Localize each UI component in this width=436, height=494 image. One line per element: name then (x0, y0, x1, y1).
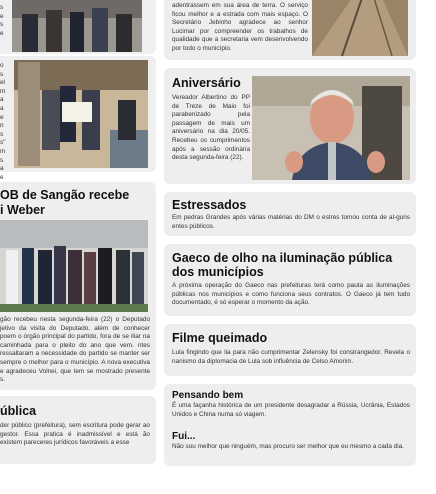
fragment: s (0, 21, 4, 29)
estressados-body: Em pedras Grandes após várias matérias do DM o estres tomou conta de al-guns entes públicos. (172, 214, 410, 230)
fragment: s (0, 4, 4, 11)
sangao-card (0, 182, 156, 390)
top-right-card (164, 0, 416, 60)
publica-card (0, 396, 156, 464)
fragment: m (0, 87, 6, 95)
fui-title: Fui... (172, 431, 196, 442)
fragment: m (0, 147, 6, 155)
fragment: s (0, 156, 4, 164)
aniversario-body: Vereador Albertino do PP de Treze de Maio foi parabenizado pela passagem de mais um aniversário na dia 20/05. Recebeu os cumprimentos após a sessão ordinária desta segunda-feira (22). (172, 94, 250, 162)
photo-group-top-drawing (12, 0, 142, 52)
pensando-title: Pensando bem (172, 390, 244, 401)
gaeco-title: Gaeco de olho na iluminação pública dos municípios (172, 251, 393, 279)
fragment: s (0, 70, 4, 78)
photo-certificate-drawing (14, 60, 148, 168)
top-left-card (0, 0, 156, 54)
pensando-card (164, 384, 416, 466)
photo-albertino (252, 76, 410, 180)
sangao-title-line1: OB de Sangão recebe (0, 188, 130, 202)
fragment: o (0, 62, 4, 69)
photo-albertino-drawing (252, 76, 410, 180)
aniversario-title: Aniversário (172, 76, 241, 90)
photo-certificate (14, 60, 148, 168)
fragment: s (0, 130, 4, 138)
aniversario-card (164, 68, 416, 184)
photo-sangao-group-drawing (0, 220, 148, 312)
pensando-body: É uma façanha histórica de um presidente desagradar a Rússia, Ucrânia, Estados Unidos e China numa só viagem. (172, 402, 410, 418)
fragment: n (0, 122, 4, 130)
fragment: e (0, 12, 4, 20)
photo-road (312, 0, 408, 56)
fui-body: Não sou melhor que ninguém, mas procuro ser melhor que eu mesmo a cada dia. (172, 443, 404, 450)
fragment: a (0, 104, 4, 112)
filme-card (164, 324, 416, 376)
fragment: a (0, 96, 4, 104)
photo-sangao-group (0, 220, 148, 312)
publica-body: der público (prefeitura), sem escritura pode gerar ao gestor. Essa pratica é inadmissível e está ão existem pareceres jurídicos favoráveis a esse (0, 422, 150, 447)
left-mid-letter-column (0, 62, 10, 182)
filme-title: Filme queimado (172, 331, 268, 345)
estressados-card (164, 192, 416, 236)
photo-group-top (12, 0, 142, 52)
gaeco-card (164, 244, 416, 316)
left-mid-card (0, 56, 156, 181)
fragment: e (0, 173, 4, 181)
gaeco-body: A próxima operação do Gaeco nas prefeituras terá como pauta as iluminações públicas nos municípios e como funciona seus contratos. O Gaeco já tem tudo documentado, é só esperar o momento da ação. (172, 282, 410, 307)
fragment: e (0, 113, 4, 121)
fragment: e (0, 29, 4, 37)
estressados-title: Estressados (172, 198, 247, 212)
publica-title: ública (0, 404, 37, 418)
photo-road-drawing (312, 0, 408, 56)
top-left-letter-column (0, 4, 8, 38)
fragment: a (0, 165, 4, 173)
fragment: s" (0, 139, 6, 147)
sangao-title-line2: i Weber (0, 203, 45, 217)
top-right-story-body: adentrassem em sua área de terra. O serviço ficou melhor e a estrada com mais espaço. O Secretário Jebinho agradece ao senhor Lucimar por compreender os trabalhos de qualidade que a secretaria vem desenvolvendo por todo o município. (172, 2, 308, 52)
sangao-body: gão recebeu nesta segunda-feira (22) o Deputado jetivo da visita do Deputado, além de conhecer poem o órgão principal do partido, fora de se iliar na caminhada para o pleito do ano que vem. ntes ressaltaram a necessidade do partido se manter ser sempre o melhor para o município. A nova executiva e agradeceu Volnei, que tem se mostrado presente s. (0, 316, 150, 384)
fragment: el (0, 79, 5, 87)
filme-body: Lula fingindo que lia para não cumprimentar Zelensky foi constrangedor. Revela o nanismo da diplomacia de Lula sob influência de Celso Amorim. (172, 349, 410, 365)
